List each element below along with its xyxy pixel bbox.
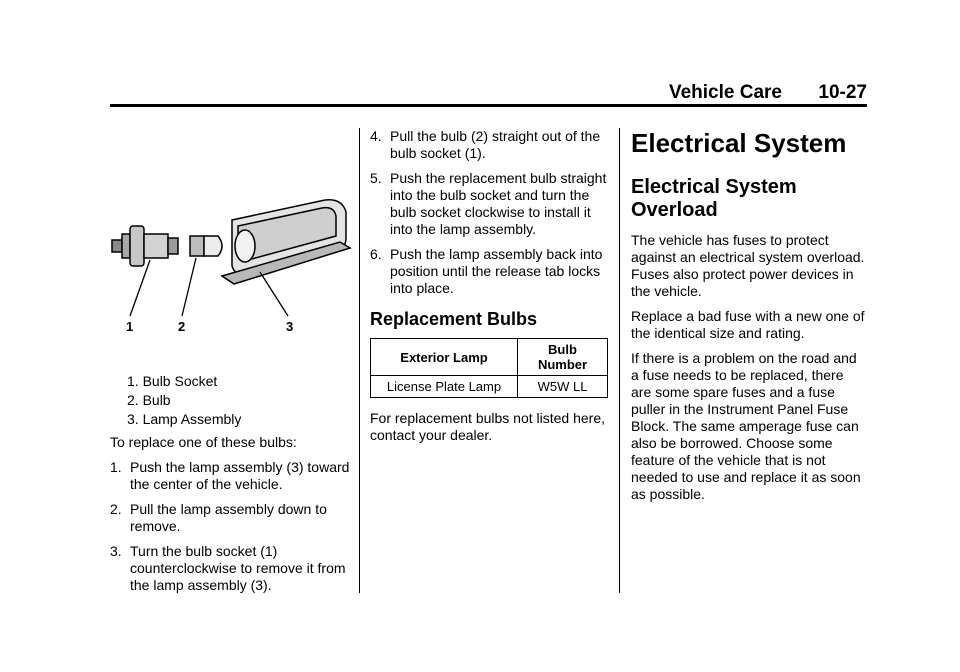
step-item bbox=[110, 543, 355, 594]
column-3 bbox=[631, 128, 867, 511]
step-number: 2. bbox=[110, 501, 122, 517]
callout-2: 2 bbox=[178, 319, 186, 334]
step-text: Push the lamp assembly back into position until the release tab locks into place. bbox=[390, 246, 603, 296]
caption-item: 3. Lamp Assembly bbox=[127, 411, 242, 427]
step-item bbox=[110, 501, 355, 535]
caption-item: 1. Bulb Socket bbox=[127, 373, 218, 389]
step-text: Turn the bulb socket (1) counterclockwise to remove it from the lamp assembly (3). bbox=[130, 543, 346, 593]
table-header-row bbox=[371, 339, 608, 376]
table-row bbox=[371, 376, 608, 398]
step-number: 4. bbox=[370, 128, 382, 144]
column-header-lamp: Exterior Lamp bbox=[371, 339, 518, 376]
column-divider-1 bbox=[359, 128, 360, 593]
step-text: Push the replacement bulb straight into the bulb socket and turn the bulb socket clockwise to install it into the lamp assembly. bbox=[390, 170, 607, 237]
bulb-table bbox=[370, 338, 608, 398]
license-lamp-figure bbox=[110, 168, 355, 343]
step-item bbox=[110, 459, 355, 493]
column-1 bbox=[110, 128, 355, 602]
replacement-bulbs-heading: Replacement Bulbs bbox=[370, 309, 538, 329]
step-number: 6. bbox=[370, 246, 382, 262]
bulb-socket-drawing bbox=[112, 226, 178, 266]
column-divider-2 bbox=[619, 128, 620, 593]
lamp-assembly-drawing bbox=[222, 200, 350, 284]
column-2 bbox=[370, 128, 610, 452]
step-number: 1. bbox=[110, 459, 122, 475]
intro-text: To replace one of these bulbs: bbox=[110, 434, 297, 450]
caption-item: 2. Bulb bbox=[127, 392, 171, 408]
lamp-illustration bbox=[110, 168, 355, 343]
section-title: Vehicle Care bbox=[668, 82, 782, 103]
step-item bbox=[370, 128, 610, 162]
table-cell: License Plate Lamp bbox=[371, 376, 518, 398]
steps-list-2 bbox=[370, 128, 610, 297]
step-text: Pull the bulb (2) straight out of the bulb socket (1). bbox=[390, 128, 601, 161]
step-item bbox=[370, 246, 610, 297]
step-text: Push the lamp assembly (3) toward the center of the vehicle. bbox=[130, 459, 350, 492]
section-heading: Electrical System bbox=[631, 128, 847, 158]
step-number: 5. bbox=[370, 170, 382, 186]
steps-list-1 bbox=[110, 459, 355, 594]
table-cell: W5W LL bbox=[518, 376, 608, 398]
figure-captions bbox=[110, 373, 355, 428]
paragraph: If there is a problem on the road and a fuse needs to be replaced, there are some spare fuses and a fuse puller in the Instrument Panel Fuse Block. The same amperage fuse can also be borrowed. Choose some feature of the vehicle that is not needed to use and replace it as soon as possible. bbox=[631, 350, 861, 502]
callout-3: 3 bbox=[286, 319, 294, 334]
step-text: Pull the lamp assembly down to remove. bbox=[130, 501, 327, 534]
dealer-note: For replacement bulbs not listed here, contact your dealer. bbox=[370, 410, 606, 443]
paragraph: The vehicle has fuses to protect against an electrical system overload. Fuses also protect power devices in the vehicle. bbox=[631, 232, 865, 299]
bulb-drawing bbox=[190, 236, 222, 256]
paragraph: Replace a bad fuse with a new one of the identical size and rating. bbox=[631, 308, 865, 341]
subsection-heading: Electrical System Overload bbox=[631, 176, 797, 221]
page-header bbox=[110, 82, 867, 107]
callout-1: 1 bbox=[126, 319, 134, 334]
page-number: 10-27 bbox=[818, 82, 867, 103]
step-item bbox=[370, 170, 610, 238]
step-number: 3. bbox=[110, 543, 122, 559]
column-header-bulb: Bulb Number bbox=[518, 339, 608, 376]
